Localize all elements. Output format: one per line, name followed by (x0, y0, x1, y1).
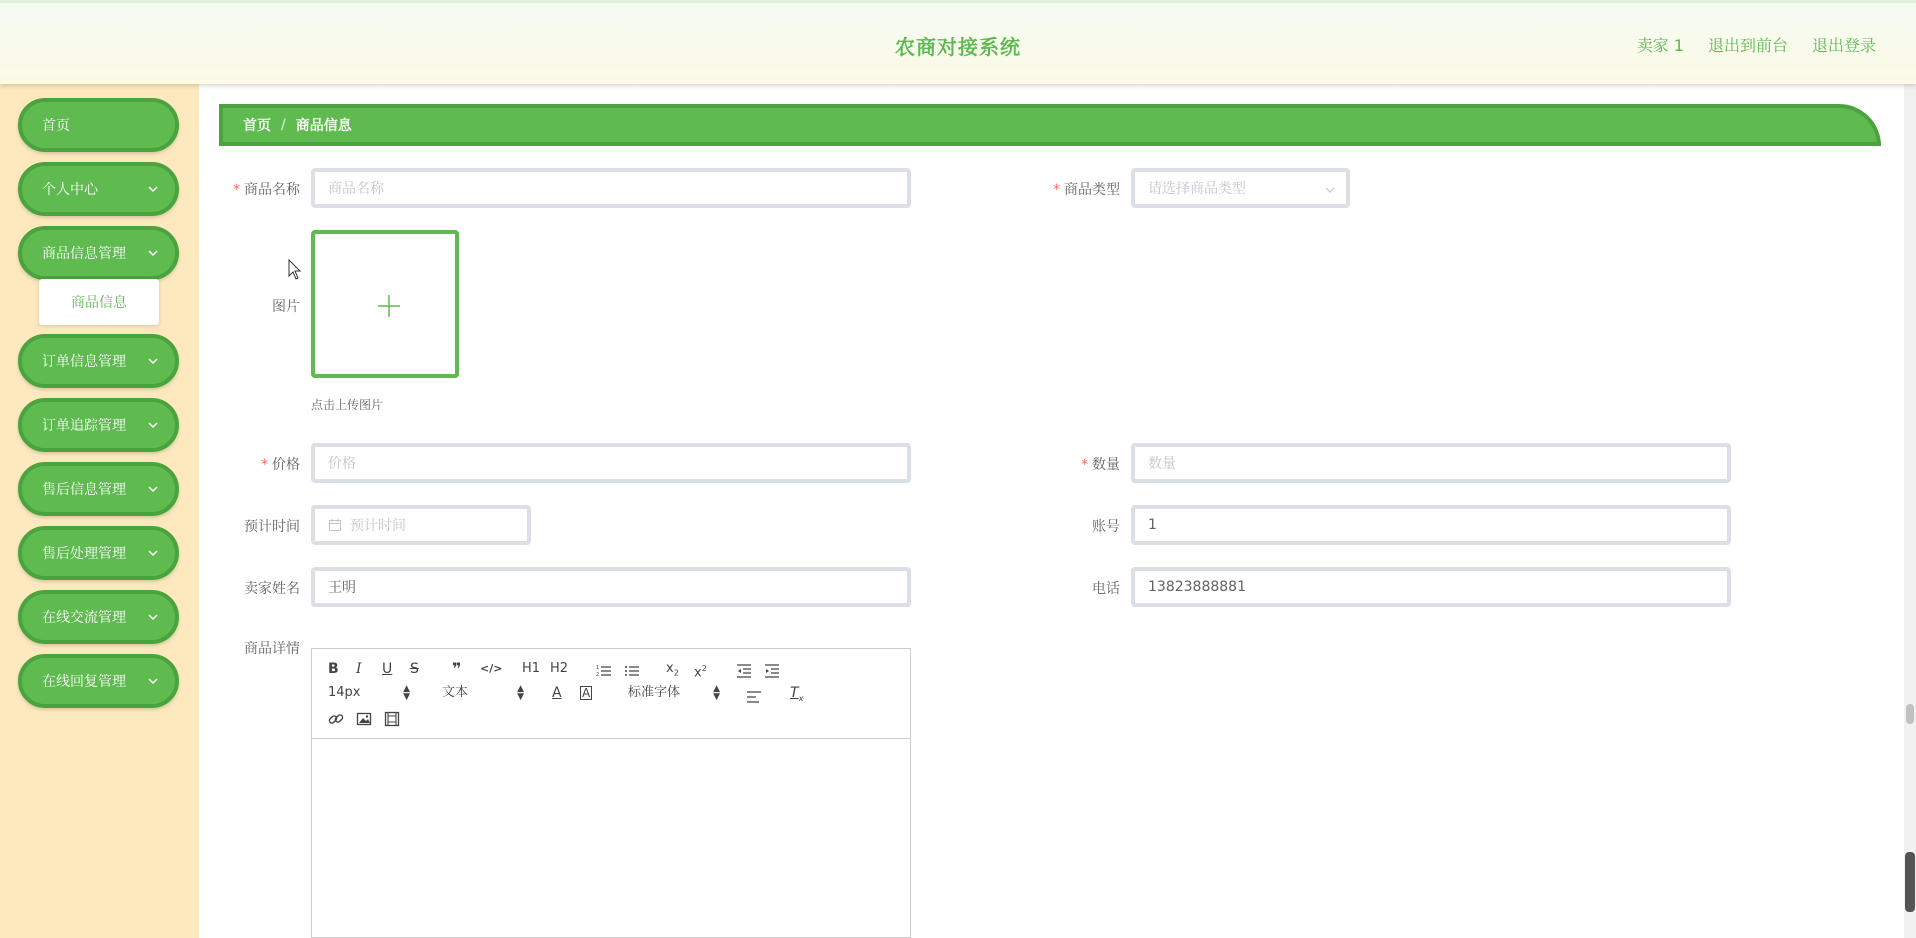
rich-text-editor (311, 648, 911, 938)
chevron-down-icon (1324, 184, 1336, 196)
quantity-input[interactable]: 数量 (1131, 443, 1731, 483)
product-name-label (200, 179, 300, 199)
clear-format-icon[interactable]: $T_x$ (790, 685, 804, 703)
quantity-label (1020, 454, 1120, 474)
background-color-icon[interactable]: A (582, 686, 591, 700)
bold-icon[interactable]: B (328, 661, 339, 677)
header-actions (1637, 33, 1876, 56)
page-scrollbar[interactable] (1904, 84, 1916, 938)
image-upload-button[interactable] (311, 230, 459, 378)
chevron-down-icon (145, 545, 161, 561)
product-name-label-text: 商品名称 (244, 182, 300, 198)
product-type-label-text: 商品类型 (1064, 182, 1120, 198)
chevron-down-icon (145, 609, 161, 625)
account-input[interactable]: 1 (1131, 505, 1731, 545)
heading-value: 文本 (442, 685, 469, 700)
editor-content-area[interactable] (312, 739, 910, 937)
sidebar-item-label: 在线交流管理 (42, 610, 126, 626)
chevron-down-icon (145, 245, 161, 261)
go-front-link[interactable]: 退出到前台 (1707, 36, 1788, 55)
video-icon[interactable] (384, 709, 400, 729)
price-label-text: 价格 (272, 457, 300, 473)
sidebar-item-label: 售后信息管理 (42, 482, 126, 498)
breadcrumb-current: 商品信息 (295, 118, 352, 134)
required-mark: * (1053, 182, 1060, 198)
italic-icon[interactable]: I (356, 661, 362, 677)
sidebar-item-order-management[interactable] (18, 334, 179, 388)
phone-label: 电话 (1092, 581, 1120, 597)
seller-name-input[interactable]: 王明 (311, 567, 911, 607)
font-family-value: 标准字体 (628, 685, 681, 700)
sidebar-item-product-management[interactable] (18, 226, 179, 280)
font-family-select[interactable] (628, 683, 720, 703)
mouse-cursor-icon (288, 259, 302, 281)
app-title: 农商对接系统 (895, 35, 1021, 59)
scrollbar-thumb[interactable] (1906, 704, 1914, 724)
product-type-placeholder: 请选择商品类型 (1148, 181, 1246, 197)
font-color-icon[interactable]: A (552, 685, 562, 701)
ordered-list-icon[interactable] (596, 661, 612, 681)
font-size-value: 14px (328, 685, 361, 700)
superscript-icon[interactable]: $x^2$ (694, 664, 707, 681)
indent-icon[interactable] (764, 661, 780, 681)
sidebar (0, 84, 199, 938)
svg-text:1: 1 (596, 665, 600, 671)
chevron-down-icon (145, 481, 161, 497)
code-block-icon[interactable]: </> (480, 662, 503, 675)
strike-icon[interactable]: S (410, 661, 419, 677)
underline-icon[interactable]: U (382, 661, 393, 677)
sidebar-item-label: 订单信息管理 (42, 354, 126, 370)
quantity-label-text: 数量 (1092, 457, 1120, 473)
sidebar-item-order-tracking[interactable] (18, 398, 179, 452)
heading-1-icon[interactable]: H1 (522, 661, 541, 676)
logout-link[interactable]: 退出登录 (1811, 36, 1876, 55)
sidebar-item-personal-center[interactable] (18, 162, 179, 216)
breadcrumb-home[interactable]: 首页 (243, 118, 271, 134)
sidebar-item-label: 个人中心 (42, 182, 98, 198)
chevron-down-icon (145, 673, 161, 689)
current-user-label: 卖家 1 (1636, 36, 1684, 55)
seller-name-label: 卖家姓名 (244, 581, 300, 597)
account-label: 账号 (1092, 519, 1120, 535)
scrollbar-bottom-thumb[interactable] (1905, 852, 1915, 912)
price-label (200, 454, 300, 474)
sidebar-item-after-sales-process[interactable] (18, 526, 179, 580)
up-down-icon: ▲ ▼ (403, 684, 410, 702)
sidebar-item-label: 首页 (42, 118, 70, 134)
editor-toolbar (312, 649, 910, 739)
submenu-item-product-info[interactable]: 商品信息 (39, 279, 159, 325)
align-icon[interactable] (746, 687, 762, 707)
bullet-list-icon[interactable] (624, 661, 640, 681)
chevron-down-icon (145, 353, 161, 369)
up-down-icon: ▲ ▼ (713, 684, 720, 702)
top-header (0, 0, 1916, 84)
breadcrumb (219, 104, 1881, 146)
phone-input[interactable]: 13823888881 (1131, 567, 1731, 607)
chevron-down-icon (145, 181, 161, 197)
font-size-select[interactable] (328, 683, 410, 703)
product-type-select[interactable] (1131, 168, 1350, 208)
heading-2-icon[interactable]: H2 (550, 661, 569, 676)
breadcrumb-separator: / (281, 117, 286, 133)
subscript-icon[interactable]: $x_2$ (666, 661, 679, 678)
product-name-input[interactable]: 商品名称 (311, 168, 911, 208)
sidebar-item-online-chat[interactable] (18, 590, 179, 644)
image-label: 图片 (272, 299, 300, 315)
image-icon[interactable] (356, 709, 372, 729)
eta-label: 预计时间 (244, 519, 300, 535)
calendar-icon (328, 518, 342, 532)
sidebar-item-label: 售后处理管理 (42, 546, 126, 562)
sidebar-item-label: 商品信息管理 (42, 246, 126, 262)
required-mark: * (261, 457, 268, 473)
sidebar-item-label: 订单追踪管理 (42, 418, 126, 434)
eta-date-picker[interactable] (311, 505, 531, 545)
sidebar-item-label: 在线回复管理 (42, 674, 126, 690)
required-mark: * (233, 182, 240, 198)
heading-select[interactable] (442, 683, 524, 703)
chevron-down-icon (145, 417, 161, 433)
link-icon[interactable] (328, 709, 344, 729)
svg-text:2: 2 (596, 672, 600, 678)
blockquote-icon[interactable]: ❞ (452, 659, 462, 678)
sidebar-item-after-sales-info[interactable] (18, 462, 179, 516)
sidebar-item-online-reply[interactable] (18, 654, 179, 708)
sidebar-item-home[interactable] (18, 98, 179, 152)
plus-icon (377, 294, 401, 318)
price-input[interactable]: 价格 (311, 443, 911, 483)
upload-tip: 点击上传图片 (311, 398, 384, 412)
up-down-icon: ▲ ▼ (517, 684, 524, 702)
detail-label: 商品详情 (244, 641, 300, 657)
outdent-icon[interactable] (736, 661, 752, 681)
product-type-label (1020, 179, 1120, 199)
eta-placeholder: 预计时间 (350, 518, 406, 534)
required-mark: * (1081, 457, 1088, 473)
